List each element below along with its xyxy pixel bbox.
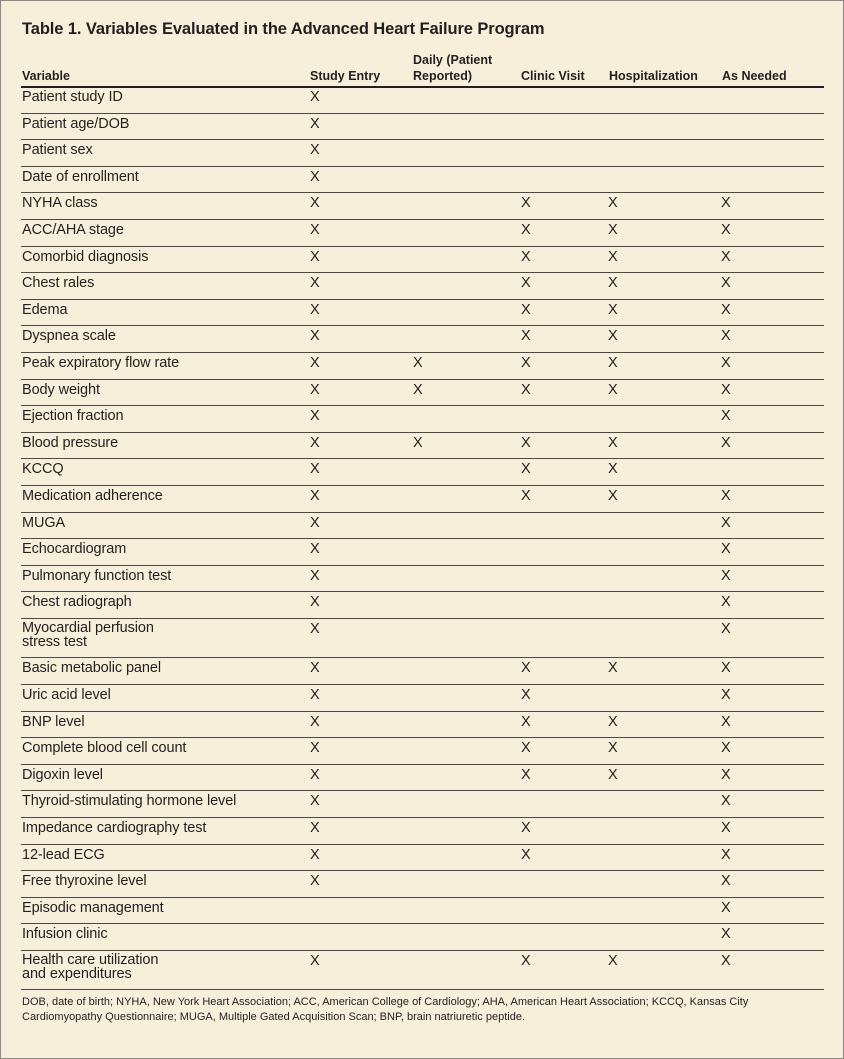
check-mark: X [521, 766, 531, 783]
check-mark: X [521, 819, 531, 836]
variable-label: Ejection fraction [22, 408, 124, 425]
variable-label: BNP level [22, 713, 85, 730]
variable-label: Chest radiograph [22, 594, 132, 611]
check-mark: X [310, 248, 320, 265]
check-mark: X [608, 301, 618, 318]
check-mark: X [608, 766, 618, 783]
column-header-study-entry: Study Entry [310, 69, 381, 83]
table-row [21, 898, 824, 925]
check-mark: X [310, 115, 320, 132]
table-row [21, 247, 824, 274]
check-mark: X [310, 381, 320, 398]
table-row [21, 566, 824, 593]
table-row [21, 167, 824, 194]
variable-label: Episodic management [22, 899, 164, 916]
variable-label: Date of enrollment [22, 168, 139, 185]
check-mark: X [721, 221, 731, 238]
table-title: Table 1. Variables Evaluated in the Advanced Heart Failure Program [22, 20, 545, 38]
variable-label: Complete blood cell count [22, 740, 187, 757]
check-mark: X [521, 221, 531, 238]
check-mark: X [413, 381, 423, 398]
check-mark: X [721, 926, 731, 943]
check-mark: X [721, 354, 731, 371]
check-mark: X [413, 354, 423, 371]
check-mark: X [608, 487, 618, 504]
check-mark: X [721, 195, 731, 212]
column-header-as-needed: As Needed [722, 69, 787, 83]
check-mark: X [310, 594, 320, 611]
check-mark: X [608, 248, 618, 265]
variable-label: Comorbid diagnosis [22, 248, 149, 265]
check-mark: X [310, 408, 320, 425]
check-mark: X [310, 541, 320, 558]
check-mark: X [310, 713, 320, 730]
variable-label: Chest rales [22, 275, 95, 292]
check-mark: X [608, 660, 618, 677]
variable-label: Patient sex [22, 142, 93, 159]
check-mark: X [721, 620, 731, 637]
variable-label: Patient age/DOB [22, 115, 130, 132]
check-mark: X [721, 275, 731, 292]
check-mark: X [608, 328, 618, 345]
check-mark: X [608, 381, 618, 398]
check-mark: X [608, 434, 618, 451]
check-mark: X [310, 195, 320, 212]
table-row [21, 433, 824, 460]
check-mark: X [608, 740, 618, 757]
check-mark: X [310, 301, 320, 318]
check-mark: X [310, 487, 320, 504]
check-mark: X [310, 620, 320, 637]
variable-label: Peak expiratory flow rate [22, 354, 180, 371]
check-mark: X [521, 740, 531, 757]
column-header-variable: Variable [22, 69, 70, 83]
check-mark: X [310, 89, 320, 105]
check-mark: X [721, 408, 731, 425]
check-mark: X [521, 195, 531, 212]
table-row [21, 592, 824, 619]
check-mark: X [310, 142, 320, 159]
variable-label: Medication adherence [22, 487, 163, 504]
check-mark: X [721, 567, 731, 584]
table-row [21, 406, 824, 433]
variable-label: Myocardial perfusion stress test [22, 619, 154, 650]
check-mark: X [310, 686, 320, 703]
variable-label: Body weight [22, 381, 100, 398]
check-mark: X [310, 846, 320, 863]
variable-label: NYHA class [22, 195, 98, 212]
check-mark: X [521, 487, 531, 504]
check-mark: X [721, 594, 731, 611]
variable-label: Impedance cardiography test [22, 819, 207, 836]
check-mark: X [721, 766, 731, 783]
table-row [21, 87, 824, 114]
check-mark: X [721, 846, 731, 863]
check-mark: X [521, 328, 531, 345]
variable-label: Blood pressure [22, 434, 119, 451]
variable-label: Health care utilization and expenditures [22, 951, 159, 982]
table-row [21, 539, 824, 566]
variable-label: Edema [22, 301, 68, 318]
check-mark: X [521, 952, 531, 969]
table-row [21, 712, 824, 739]
check-mark: X [310, 354, 320, 371]
check-mark: X [721, 686, 731, 703]
check-mark: X [721, 381, 731, 398]
table-row [21, 765, 824, 792]
check-mark: X [721, 514, 731, 531]
check-mark: X [310, 514, 320, 531]
table-row [21, 140, 824, 167]
variable-label: Infusion clinic [22, 926, 108, 943]
check-mark: X [721, 541, 731, 558]
variable-label: Digoxin level [22, 766, 103, 783]
check-mark: X [310, 740, 320, 757]
check-mark: X [521, 248, 531, 265]
check-mark: X [310, 168, 320, 185]
check-mark: X [721, 899, 731, 916]
check-mark: X [521, 461, 531, 478]
table-row [21, 300, 824, 327]
check-mark: X [721, 248, 731, 265]
check-mark: X [310, 873, 320, 890]
column-header-clinic-visit: Clinic Visit [521, 69, 585, 83]
table-row [21, 380, 824, 407]
table-row [21, 685, 824, 712]
check-mark: X [521, 686, 531, 703]
variable-label: Free thyroxine level [22, 873, 147, 890]
table-row [21, 619, 824, 659]
variable-label: Thyroid-stimulating hormone level [22, 793, 237, 810]
check-mark: X [721, 660, 731, 677]
variable-label: ACC/AHA stage [22, 221, 124, 238]
check-mark: X [310, 819, 320, 836]
check-mark: X [521, 275, 531, 292]
check-mark: X [521, 301, 531, 318]
check-mark: X [721, 328, 731, 345]
table-row [21, 738, 824, 765]
check-mark: X [721, 713, 731, 730]
check-mark: X [521, 846, 531, 863]
table-row [21, 114, 824, 141]
table-row [21, 951, 824, 991]
check-mark: X [310, 434, 320, 451]
variable-label: Echocardiogram [22, 541, 127, 558]
check-mark: X [310, 275, 320, 292]
check-mark: X [721, 952, 731, 969]
variable-label: KCCQ [22, 461, 64, 478]
check-mark: X [608, 221, 618, 238]
check-mark: X [721, 487, 731, 504]
check-mark: X [721, 873, 731, 890]
variable-label: 12-lead ECG [22, 846, 105, 863]
column-header-daily: Daily (Patient Reported) [413, 53, 493, 83]
check-mark: X [310, 952, 320, 969]
variable-label: MUGA [22, 514, 66, 531]
variable-label: Basic metabolic panel [22, 660, 161, 677]
table-row [21, 220, 824, 247]
table-row [21, 193, 824, 220]
check-mark: X [721, 301, 731, 318]
check-mark: X [521, 660, 531, 677]
check-mark: X [721, 740, 731, 757]
check-mark: X [608, 195, 618, 212]
check-mark: X [608, 275, 618, 292]
column-header-hospitalization: Hospitalization [609, 69, 698, 83]
variable-label: Patient study ID [22, 89, 123, 105]
table-row [21, 459, 824, 486]
table-row [21, 791, 824, 818]
table-row [21, 273, 824, 300]
check-mark: X [310, 328, 320, 345]
variable-label: Pulmonary function test [22, 567, 172, 584]
table-footnote: DOB, date of birth; NYHA, New York Heart Association; ACC, American College of Cardiology; AHA, American Heart Association; KCCQ, Kansas City Cardiomyopathy Questionnaire; MUGA, Multiple Gated Acquisition Scan; BNP, brain natriuretic peptide. [22, 996, 749, 1023]
table-row [21, 486, 824, 513]
check-mark: X [310, 221, 320, 238]
check-mark: X [310, 766, 320, 783]
check-mark: X [721, 819, 731, 836]
table-row [21, 845, 824, 872]
check-mark: X [310, 567, 320, 584]
check-mark: X [721, 434, 731, 451]
check-mark: X [521, 713, 531, 730]
check-mark: X [521, 381, 531, 398]
check-mark: X [608, 952, 618, 969]
table-row [21, 871, 824, 898]
check-mark: X [608, 354, 618, 371]
check-mark: X [413, 434, 423, 451]
table-row [21, 818, 824, 845]
check-mark: X [310, 793, 320, 810]
table-row [21, 658, 824, 685]
check-mark: X [310, 660, 320, 677]
check-mark: X [608, 461, 618, 478]
table-row [21, 353, 824, 380]
check-mark: X [310, 461, 320, 478]
variable-label: Uric acid level [22, 686, 111, 703]
table-row [21, 326, 824, 353]
check-mark: X [721, 793, 731, 810]
table-row [21, 924, 824, 951]
check-mark: X [521, 434, 531, 451]
variable-label: Dyspnea scale [22, 328, 116, 345]
table-row [21, 513, 824, 540]
check-mark: X [521, 354, 531, 371]
table-body [21, 87, 824, 990]
check-mark: X [608, 713, 618, 730]
